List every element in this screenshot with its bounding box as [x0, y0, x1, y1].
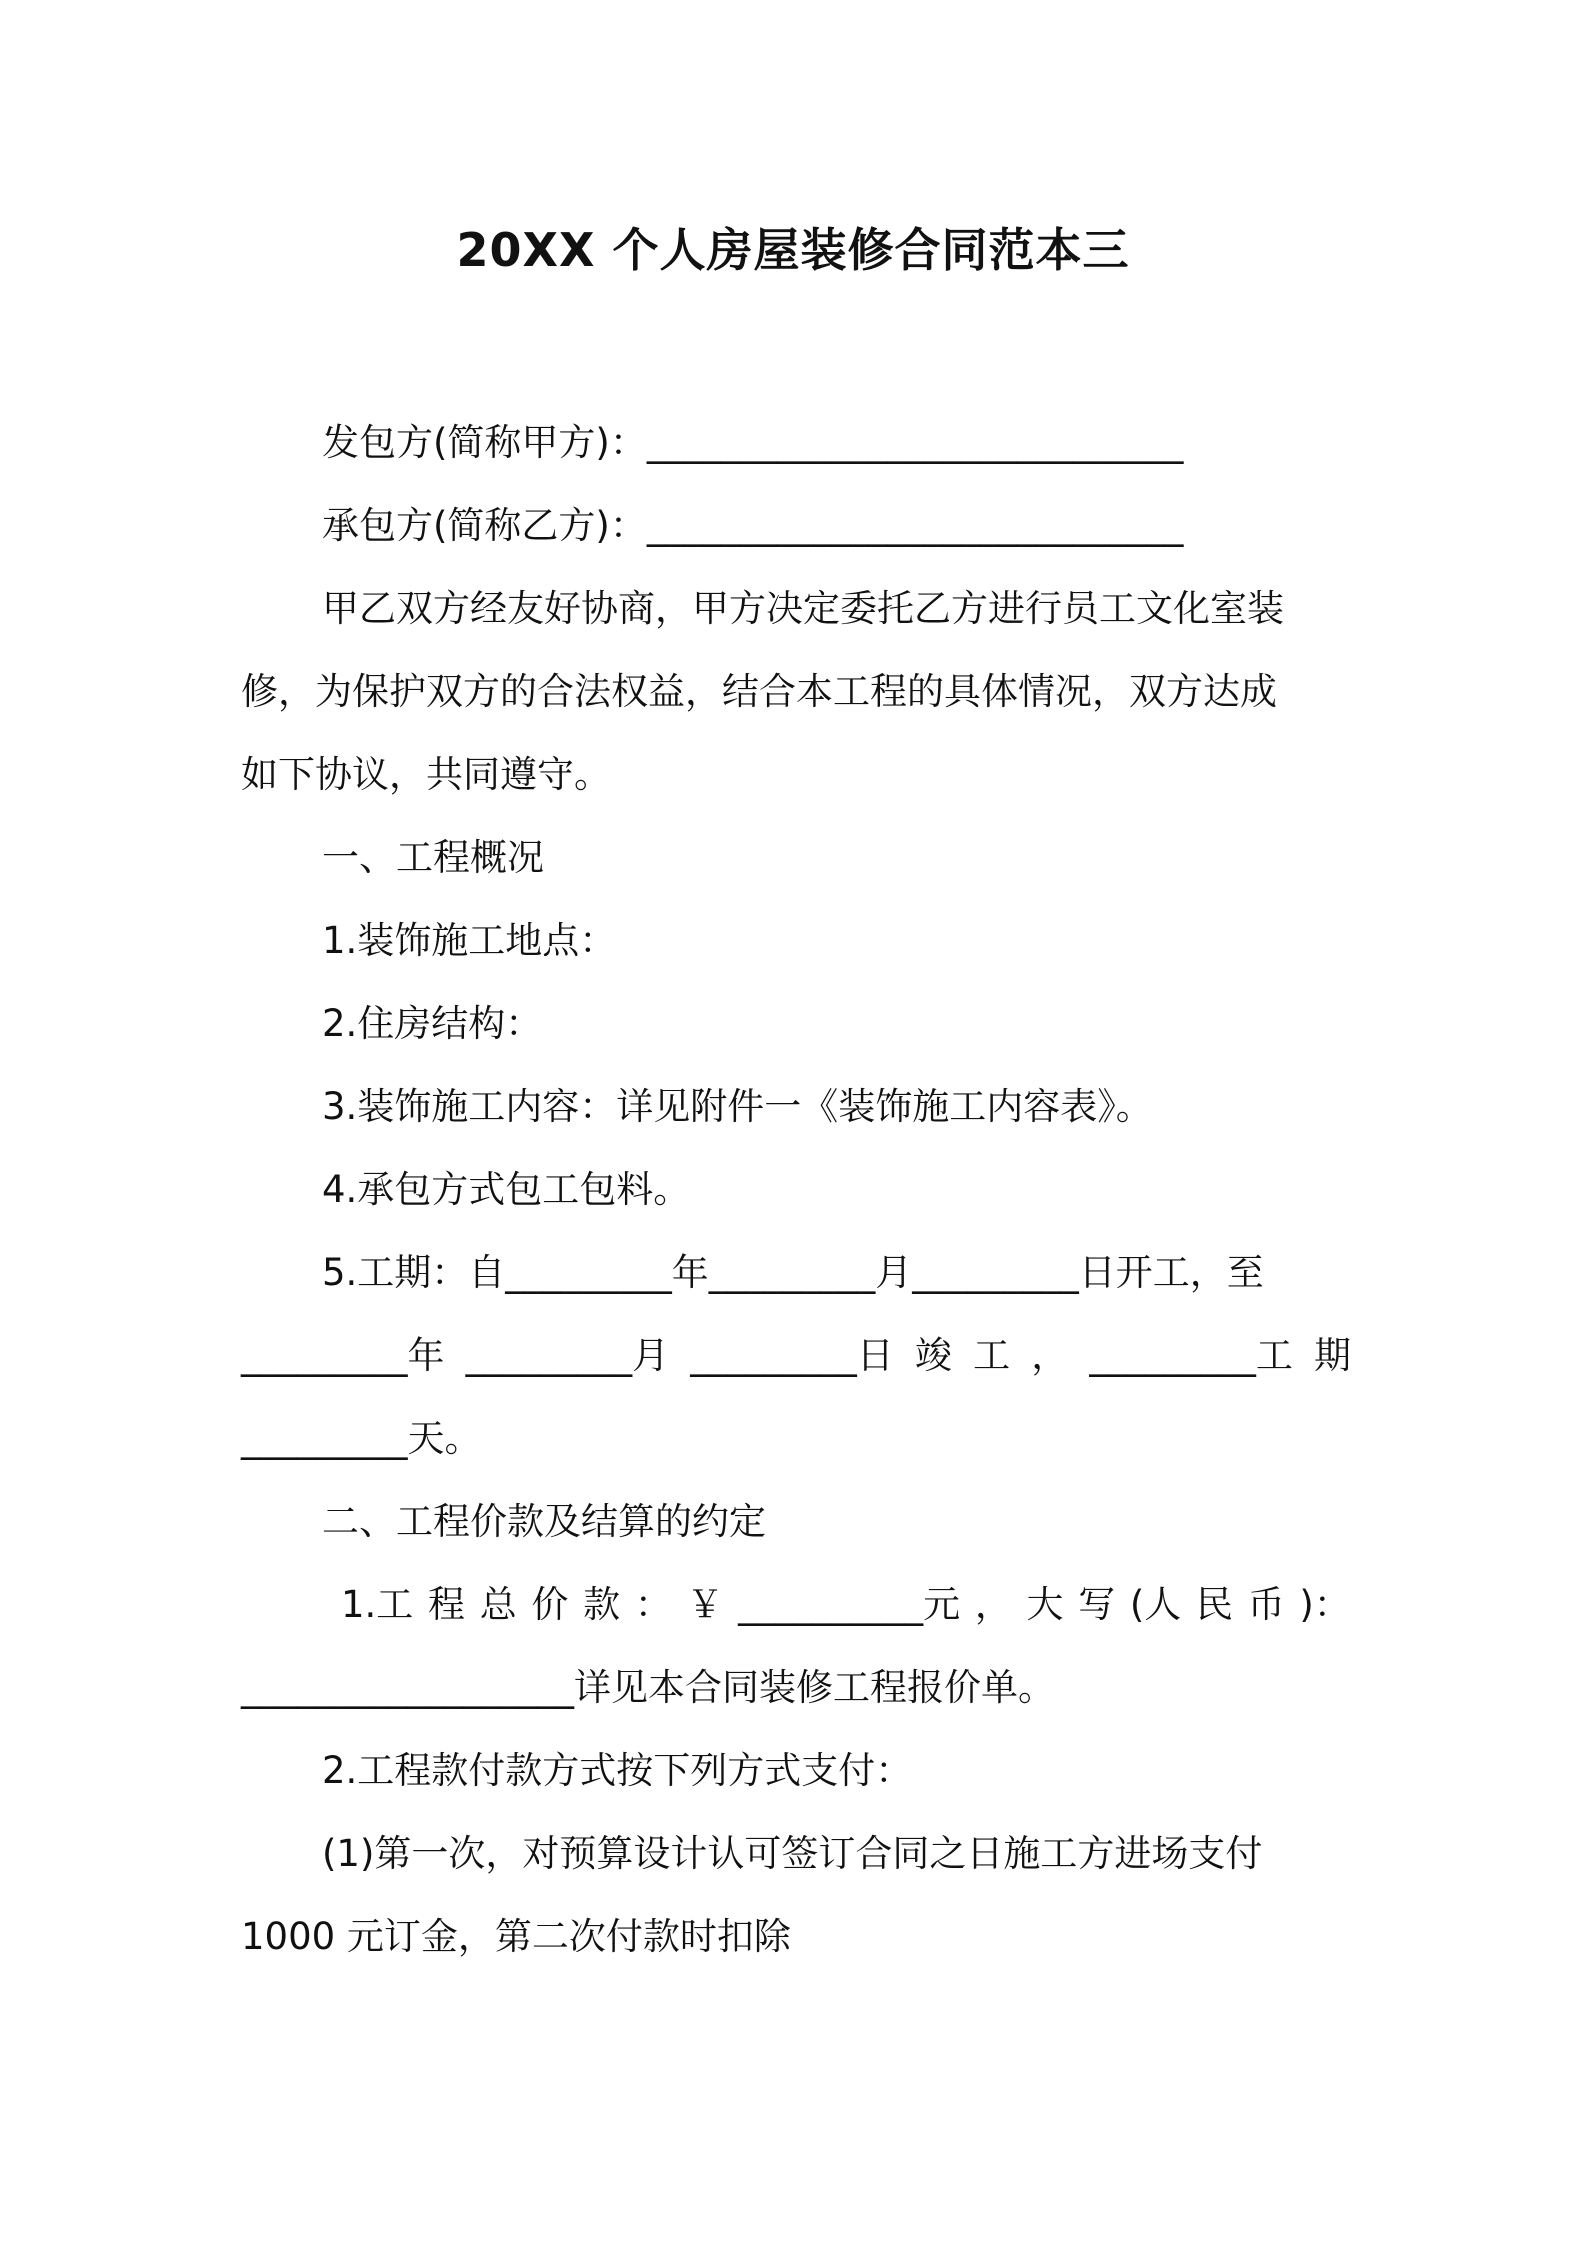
schedule-part: 竣 — [914, 1334, 952, 1377]
party-a-line: 发包方(简称甲方)：_____________________________ — [322, 421, 1184, 464]
document-title: 20XX 个人房屋装修合同范本三 — [456, 223, 1130, 277]
schedule-part: ， — [1031, 1334, 1069, 1377]
price-part: 款 — [583, 1583, 621, 1626]
price-part: 币 — [1247, 1583, 1285, 1626]
item-construction-content: 3.装饰施工内容：详见附件一《装饰施工内容表》。 — [322, 1085, 1153, 1128]
item-housing-structure: 2.住房结构： — [322, 1002, 543, 1045]
section-heading-1: 一、工程概况 — [322, 836, 544, 879]
price-part: 民 — [1196, 1583, 1233, 1626]
item-schedule-line-3: _________天。 — [241, 1417, 482, 1460]
price-part: (人 — [1129, 1583, 1182, 1626]
intro-line-3: 如下协议，共同遵守。 — [241, 753, 611, 796]
item-total-price-line-1 — [341, 1575, 1351, 1635]
price-part: 大 — [1026, 1583, 1064, 1626]
schedule-part: 期 — [1313, 1334, 1351, 1377]
section-heading-2: 二、工程价款及结算的约定 — [322, 1500, 766, 1543]
price-part: __________元 — [738, 1583, 961, 1626]
party-b-line: 承包方(简称乙方)：_____________________________ — [322, 504, 1184, 547]
item-construction-site: 1.装饰施工地点： — [322, 919, 617, 962]
schedule-part: _________月 — [465, 1334, 670, 1377]
item-contract-method: 4.承包方式包工包料。 — [322, 1168, 691, 1211]
schedule-part: _________日 — [690, 1334, 894, 1377]
price-part: 程 — [428, 1583, 465, 1626]
price-part: ： — [634, 1583, 672, 1626]
price-part: 1.工 — [341, 1583, 414, 1626]
price-part: 总 — [479, 1583, 517, 1626]
intro-line-1: 甲乙双方经友好协商，甲方决定委托乙方进行员工文化室装 — [322, 587, 1284, 630]
schedule-part: 工 — [973, 1334, 1011, 1377]
intro-line-2: 修，为保护双方的合法权益，结合本工程的具体情况，双方达成 — [241, 670, 1277, 713]
item-first-payment-line-2: 1000 元订金，第二次付款时扣除 — [241, 1915, 791, 1958]
schedule-part: _________工 — [1089, 1334, 1293, 1377]
item-payment-method: 2.工程款付款方式按下列方式支付： — [322, 1749, 913, 1792]
item-schedule-line-1: 5.工期：自_________年_________月_________日开工，至 — [322, 1251, 1264, 1294]
item-total-price-line-2: __________________详见本合同装修工程报价单。 — [241, 1666, 1055, 1709]
item-first-payment-line-1: (1)第一次，对预算设计认可签订合同之日施工方进场支付 — [322, 1832, 1263, 1875]
price-part: ， — [974, 1583, 1012, 1626]
price-part: 价 — [531, 1583, 569, 1626]
price-part: ￥ — [686, 1583, 724, 1626]
schedule-part: _________年 — [241, 1334, 445, 1377]
price-part: )： — [1299, 1583, 1351, 1626]
item-schedule-line-2 — [241, 1326, 1351, 1386]
price-part: 写 — [1078, 1583, 1116, 1626]
